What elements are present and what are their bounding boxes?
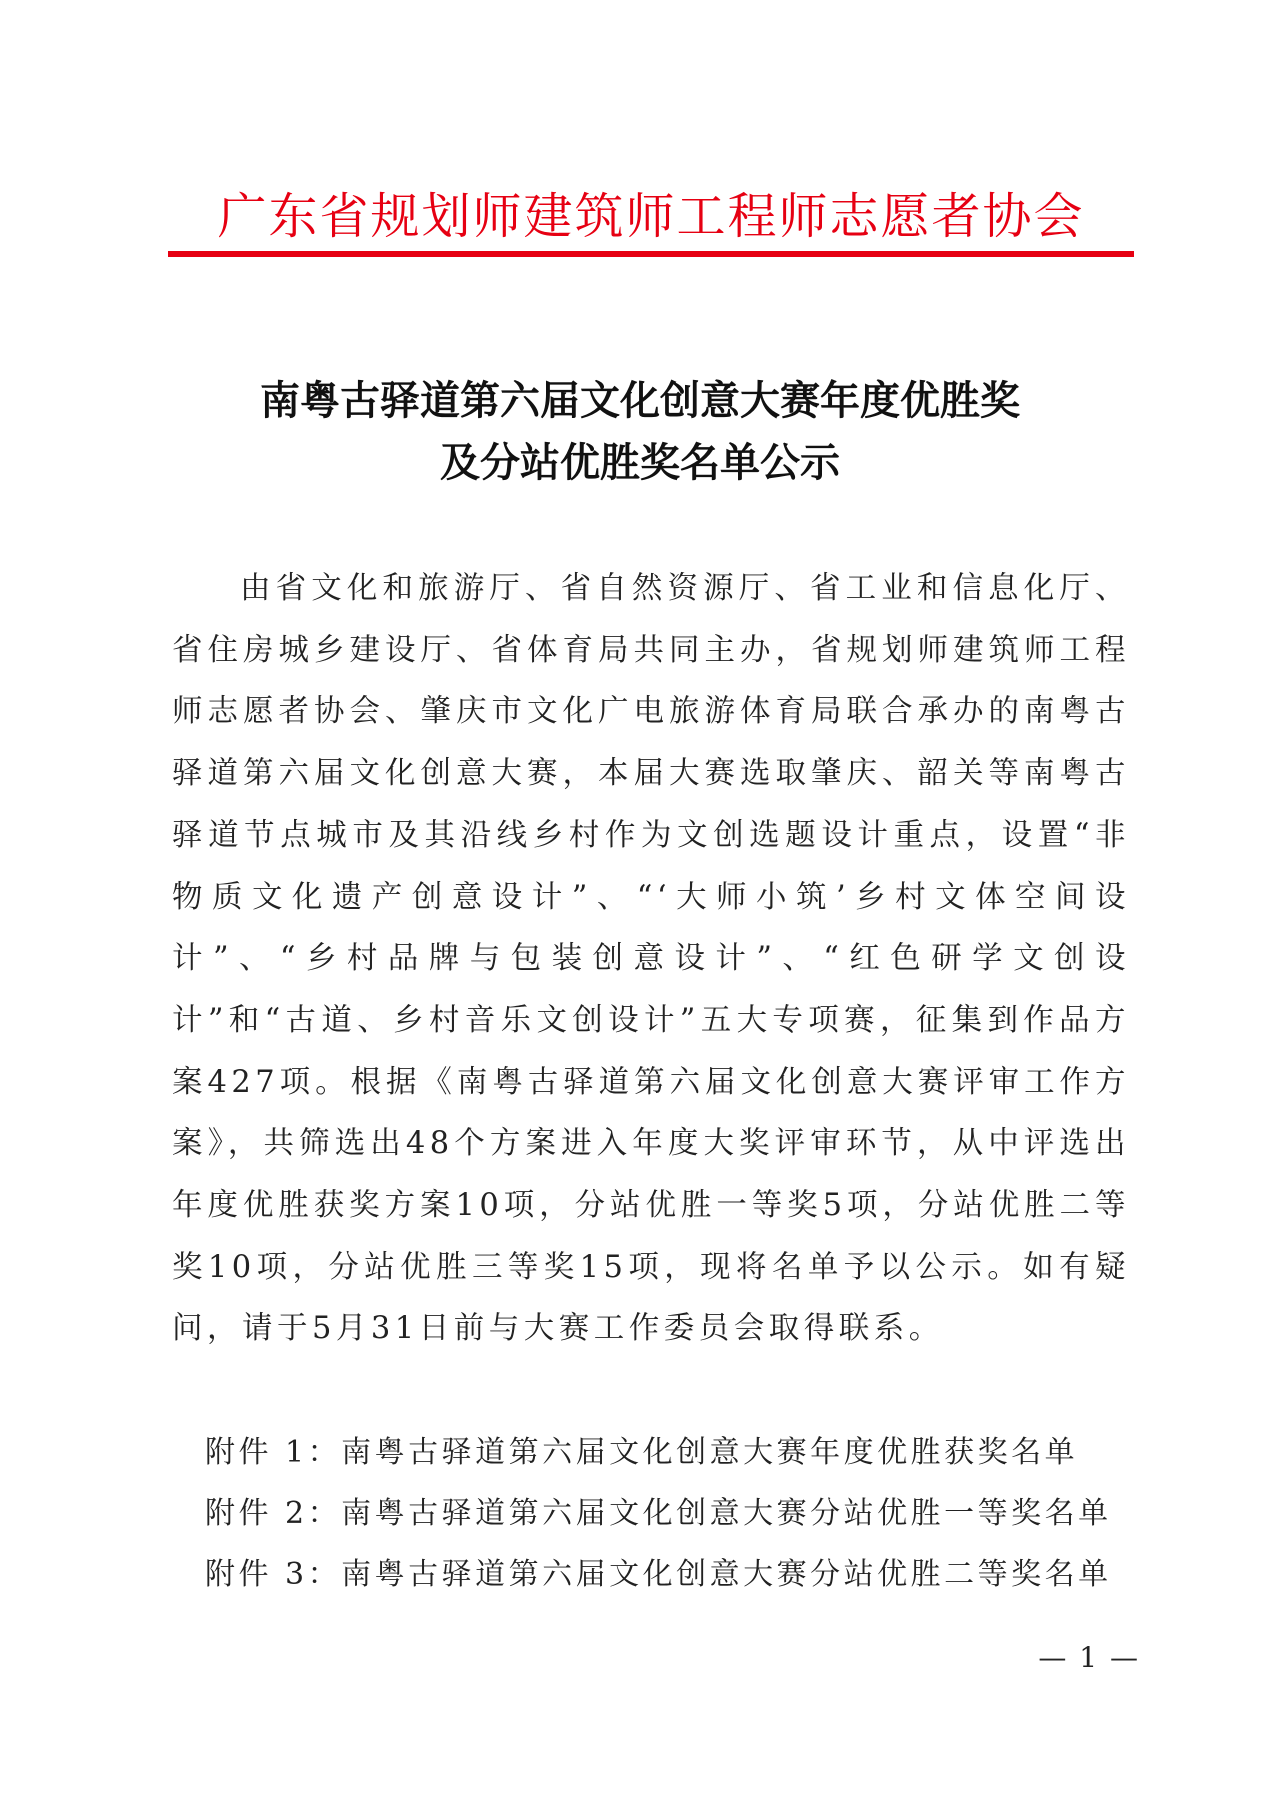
attachment-item-1: 附件 1：南粤古驿道第六届文化创意大赛年度优胜获奖名单 bbox=[205, 1435, 1079, 1470]
page-number: — 1 — bbox=[1038, 1641, 1140, 1674]
attachment-list bbox=[205, 1422, 1155, 1605]
announcement-paragraph: 由省文化和旅游厅、省自然资源厅、省工业和信息化厅、省住房城乡建设厅、省体育局共同主办，省规划师建筑师工程师志愿者协会、肇庆市文化广电旅游体育局联合承办的南粤古驿道第六届文化创意大赛，本届大赛选取肇庆、韶关等南粤古驿道节点城市及其沿线乡村作为文创选题设计重点，设置“非物质文化遗产创意设计”、“‘大师小筑’乡村文体空间设计”、“乡村品牌与包装创意设计”、“红色研学文创设计”和“古道、乡村音乐文创设计”五大专项赛，征集到作品方案427项。根据《南粤古驿道第六届文化创意大赛评审工作方案》，共筛选出48个方案进入年度大奖评审环节，从中评选出年度优胜获奖方案10项，分站优胜一等奖5项，分站优胜二等奖10项，分站优胜三等奖15项，现将名单予以公示。如有疑问，请于5月31日前与大赛工作委员会取得联系。 bbox=[172, 571, 1130, 1347]
document-title bbox=[120, 370, 1160, 494]
document-title-line-1: 南粤古驿道第六届文化创意大赛年度优胜奖 bbox=[260, 377, 1020, 424]
document-title-line-2: 及分站优胜奖名单公示 bbox=[440, 439, 840, 486]
attachment-item-2: 附件 2：南粤古驿道第六届文化创意大赛分站优胜一等奖名单 bbox=[205, 1496, 1112, 1531]
attachment-item-3: 附件 3：南粤古驿道第六届文化创意大赛分站优胜二等奖名单 bbox=[205, 1557, 1112, 1592]
organization-header: 广东省规划师建筑师工程师志愿者协会 bbox=[217, 188, 1085, 245]
header-red-rule bbox=[168, 251, 1134, 257]
